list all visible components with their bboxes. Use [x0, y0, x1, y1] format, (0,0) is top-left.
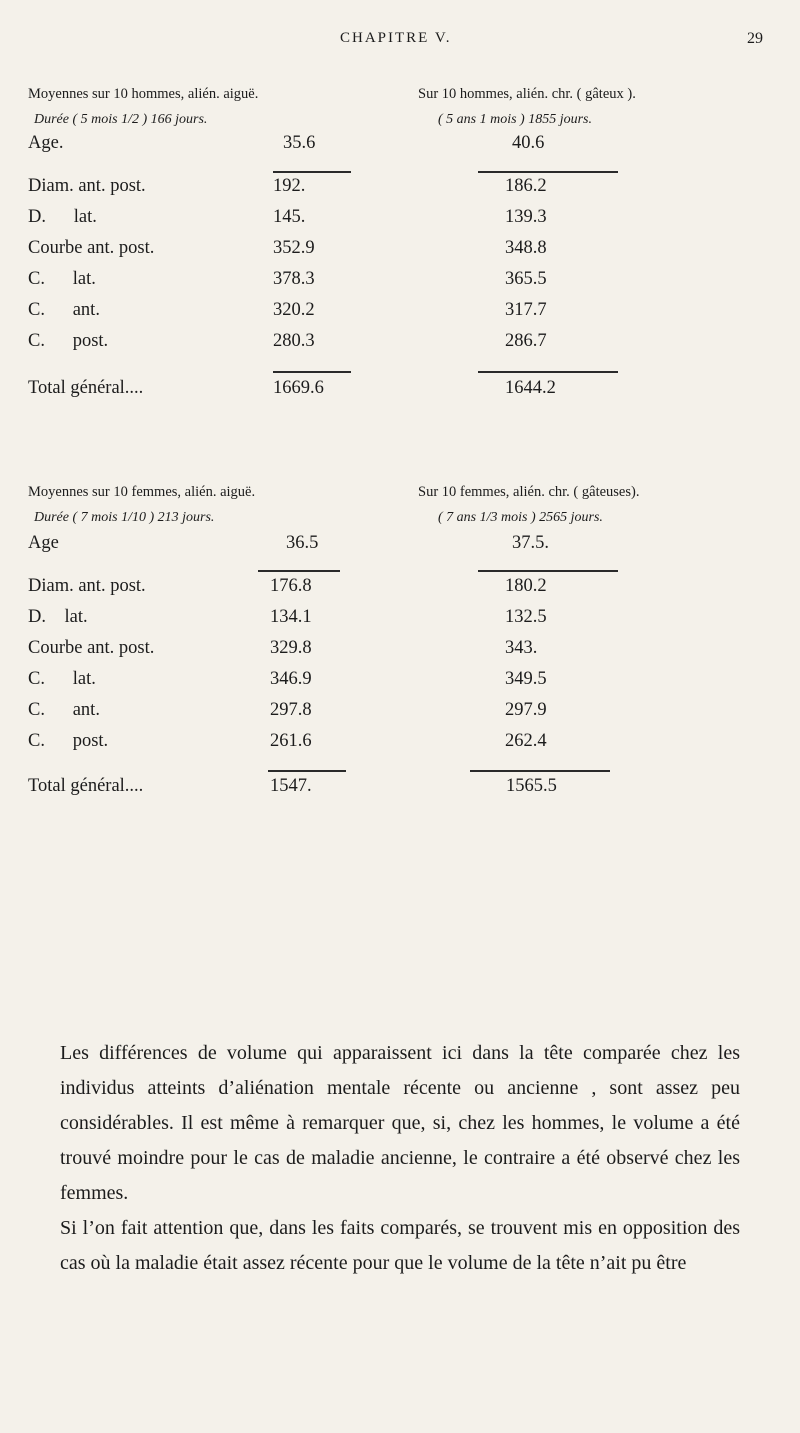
men-age-row — [0, 133, 800, 163]
table-row — [0, 576, 800, 606]
women-rule-total-2 — [470, 770, 610, 772]
row-label: Diam. ant. post. — [28, 576, 146, 596]
table-row — [0, 700, 800, 730]
men-age-acute: 35.6 — [283, 133, 316, 153]
table-row — [0, 638, 800, 668]
women-age-acute: 36.5 — [286, 533, 319, 553]
row-acute-value: 329.8 — [270, 638, 312, 658]
row-chronic-value: 317.7 — [505, 300, 547, 320]
row-acute-value: 280.3 — [273, 331, 315, 351]
men-rule-top-1 — [273, 171, 351, 173]
row-label: Diam. ant. post. — [28, 176, 146, 196]
row-acute-value: 192. — [273, 176, 306, 196]
men-rule-total-1 — [273, 371, 351, 373]
page-number: 29 — [747, 30, 763, 47]
row-chronic-value: 132.5 — [505, 607, 547, 627]
row-label: Courbe ant. post. — [28, 638, 155, 658]
row-chronic-value: 297.9 — [505, 700, 547, 720]
women-rule-top-2 — [478, 570, 618, 572]
men-age-label: Age. — [28, 133, 64, 153]
women-age-row — [0, 533, 800, 563]
women-rule-top-1 — [258, 570, 340, 572]
men-col2-duration: ( 5 ans 1 mois ) 1855 jours. — [438, 112, 593, 127]
women-total-acute: 1547. — [270, 776, 312, 796]
row-label: C. ant. — [28, 700, 100, 720]
row-chronic-value: 262.4 — [505, 731, 547, 751]
men-total-row — [0, 378, 800, 408]
men-total-acute: 1669.6 — [273, 378, 324, 398]
row-chronic-value: 365.5 — [505, 269, 547, 289]
row-chronic-value: 180.2 — [505, 576, 547, 596]
chapter-title: CHAPITRE V. — [340, 30, 452, 46]
table-row — [0, 607, 800, 637]
row-chronic-value: 139.3 — [505, 207, 547, 227]
row-chronic-value: 286.7 — [505, 331, 547, 351]
men-col2-title: Sur 10 hommes, alién. chr. ( gâteux ). — [418, 86, 636, 102]
row-label: Courbe ant. post. — [28, 238, 155, 258]
men-total-label: Total général.... — [28, 378, 144, 398]
row-acute-value: 261.6 — [270, 731, 312, 751]
women-age-chronic: 37.5. — [512, 533, 549, 553]
row-acute-value: 346.9 — [270, 669, 312, 689]
row-acute-value: 352.9 — [273, 238, 315, 258]
table-row — [0, 207, 800, 237]
women-col1-duration: Durée ( 7 mois 1/10 ) 213 jours. — [34, 510, 215, 525]
women-rule-total-1 — [268, 770, 346, 772]
men-col1-duration: Durée ( 5 mois 1/2 ) 166 jours. — [34, 112, 208, 127]
row-chronic-value: 348.8 — [505, 238, 547, 258]
table-row — [0, 269, 800, 299]
row-label: C. ant. — [28, 300, 100, 320]
men-age-chronic: 40.6 — [512, 133, 545, 153]
paragraph: Si l’on fait attention que, dans les faits comparés, se trouvent mis en opposition des cas où la maladie était assez récente pour que le volume de la tête n’ait pu être — [60, 1217, 740, 1274]
women-total-label: Total général.... — [28, 776, 144, 796]
row-acute-value: 297.8 — [270, 700, 312, 720]
row-label: D. lat. — [28, 207, 97, 227]
men-rule-top-2 — [478, 171, 618, 173]
row-acute-value: 176.8 — [270, 576, 312, 596]
row-chronic-value: 349.5 — [505, 669, 547, 689]
running-head — [0, 30, 800, 54]
row-acute-value: 378.3 — [273, 269, 315, 289]
row-label: C. post. — [28, 331, 109, 351]
men-rule-total-2 — [478, 371, 618, 373]
table-row — [0, 300, 800, 330]
table-row — [0, 176, 800, 206]
men-col1-title: Moyennes sur 10 hommes, alién. aiguë. — [28, 86, 259, 102]
row-acute-value: 145. — [273, 207, 306, 227]
women-total-chronic: 1565.5 — [506, 776, 557, 796]
women-col1-title: Moyennes sur 10 femmes, alién. aiguë. — [28, 484, 256, 500]
row-label: C. lat. — [28, 269, 96, 289]
table-row — [0, 731, 800, 761]
women-total-row — [0, 776, 800, 806]
row-chronic-value: 343. — [505, 638, 538, 658]
row-acute-value: 134.1 — [270, 607, 312, 627]
body-text — [60, 1036, 740, 1281]
row-label: C. post. — [28, 731, 109, 751]
table-row — [0, 238, 800, 268]
table-row — [0, 331, 800, 361]
paragraph: Les différences de volume qui apparaissent ici dans la tête comparée chez les individus atteints d’aliénation mentale récente ou ancienne , sont assez peu considérables. Il est même à remarquer que, si, chez les hommes, le volume a été trouvé moindre pour le cas de maladie ancienne, le contraire a été observé chez les femmes. — [60, 1042, 740, 1204]
men-total-chronic: 1644.2 — [505, 378, 556, 398]
row-chronic-value: 186.2 — [505, 176, 547, 196]
row-acute-value: 320.2 — [273, 300, 315, 320]
women-age-label: Age — [28, 533, 59, 553]
row-label: D. lat. — [28, 607, 88, 627]
women-col2-title: Sur 10 femmes, alién. chr. ( gâteuses). — [418, 484, 640, 500]
row-label: C. lat. — [28, 669, 96, 689]
women-col2-duration: ( 7 ans 1/3 mois ) 2565 jours. — [438, 510, 603, 525]
table-row — [0, 669, 800, 699]
